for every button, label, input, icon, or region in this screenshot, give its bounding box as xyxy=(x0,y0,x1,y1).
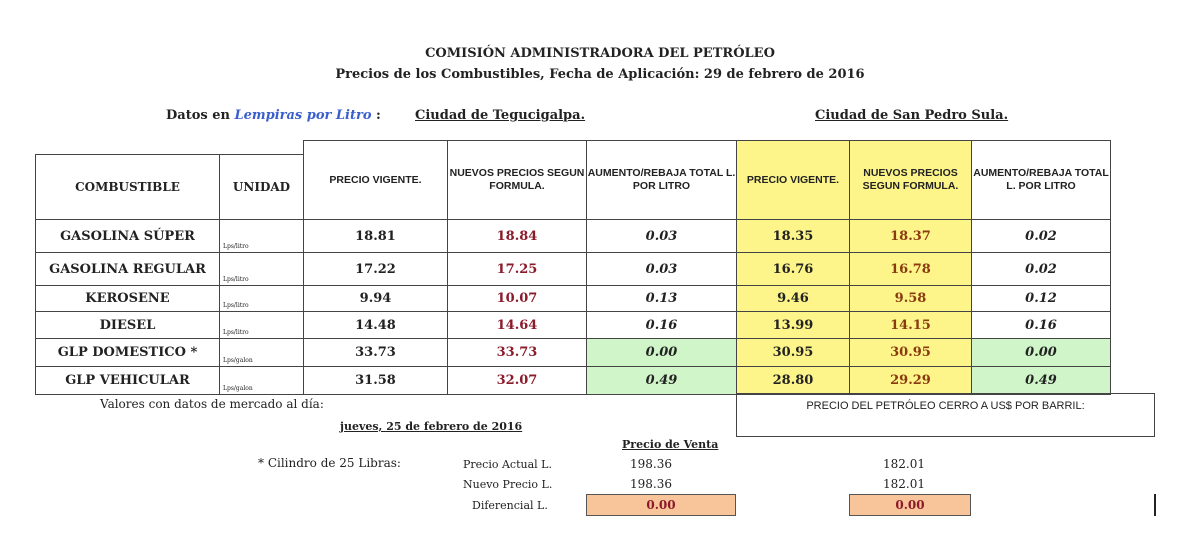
row-tgu-vig xyxy=(303,338,448,367)
valores-label: Valores con datos de mercado al día: xyxy=(100,397,324,411)
row-tgu-diff-text: 0.03 xyxy=(645,261,678,277)
row-name xyxy=(35,219,220,253)
row-unit-text: Lps/galon xyxy=(223,357,253,364)
row-sps-diff xyxy=(971,219,1111,253)
row-tgu-new xyxy=(447,338,587,367)
diferencial-label: Diferencial L. xyxy=(472,499,548,512)
market-date: jueves, 25 de febrero de 2016 xyxy=(340,420,523,433)
row-name-text: KEROSENE xyxy=(85,291,170,306)
row-tgu-vig xyxy=(303,252,448,286)
row-tgu-vig xyxy=(303,285,448,312)
row-tgu-diff xyxy=(586,338,737,367)
column-header-text: UNIDAD xyxy=(232,180,291,194)
row-tgu-vig-text: 14.48 xyxy=(355,317,396,333)
row-unit xyxy=(219,311,304,339)
row-unit-text: Lps/litro xyxy=(223,243,249,250)
column-header-text: PRECIO VIGENTE. xyxy=(329,173,422,186)
row-tgu-vig-text: 9.94 xyxy=(359,291,392,306)
row-tgu-diff-text: 0.49 xyxy=(645,373,678,388)
row-tgu-new-text: 32.07 xyxy=(496,373,538,388)
row-unit-text: Lps/litro xyxy=(223,302,249,309)
petroleum-price-box: PRECIO DEL PETRÓLEO CERRO A US$ POR BARRIL: xyxy=(736,393,1155,437)
row-name xyxy=(35,366,220,395)
row-sps-new-text: 16.78 xyxy=(890,261,931,277)
row-sps-diff-text: 0.49 xyxy=(1025,373,1057,388)
row-sps-vig-text: 30.95 xyxy=(772,345,814,360)
row-sps-new xyxy=(849,338,972,367)
row-tgu-diff xyxy=(586,219,737,253)
row-tgu-vig xyxy=(303,311,448,339)
tgu-diferencial: 0.00 xyxy=(586,494,736,516)
column-header xyxy=(971,140,1111,220)
row-tgu-diff xyxy=(586,285,737,312)
row-sps-diff-text: 0.12 xyxy=(1025,291,1057,306)
row-unit xyxy=(219,338,304,367)
row-tgu-diff-text: 0.13 xyxy=(645,291,678,306)
row-sps-diff-text: 0.00 xyxy=(1025,345,1057,360)
row-sps-new-text: 29.29 xyxy=(890,373,931,388)
row-unit xyxy=(219,285,304,312)
row-tgu-vig-text: 17.22 xyxy=(355,261,396,277)
row-tgu-diff xyxy=(586,252,737,286)
row-tgu-diff-text: 0.03 xyxy=(645,228,678,244)
city-tegucigalpa: Ciudad de Tegucigalpa. xyxy=(415,108,586,123)
nuevo-precio-label: Nuevo Precio L. xyxy=(463,478,553,491)
row-tgu-diff xyxy=(586,366,737,395)
row-tgu-new-text: 33.73 xyxy=(496,345,538,360)
row-sps-vig-text: 18.35 xyxy=(772,228,814,244)
row-tgu-diff xyxy=(586,311,737,339)
row-sps-diff xyxy=(971,285,1111,312)
row-sps-new-text: 18.37 xyxy=(890,228,931,244)
row-name xyxy=(35,311,220,339)
column-header-text: PRECIO VIGENTE. xyxy=(746,173,840,186)
tgu-nuevo-precio: 198.36 xyxy=(630,477,672,491)
row-sps-new xyxy=(849,366,972,395)
row-name xyxy=(35,252,220,286)
precio-venta-label: Precio de Venta xyxy=(622,438,719,451)
row-tgu-new-text: 17.25 xyxy=(496,261,538,277)
tgu-precio-actual: 198.36 xyxy=(630,457,672,471)
datos-prefix: Datos en xyxy=(166,108,235,123)
column-header-text: AUMENTO/REBAJA TOTAL L. POR LITRO xyxy=(973,167,1109,192)
row-name xyxy=(35,285,220,312)
row-tgu-vig-text: 31.58 xyxy=(355,373,396,388)
row-sps-vig-text: 9.46 xyxy=(777,291,809,306)
row-sps-diff-text: 0.02 xyxy=(1025,228,1057,244)
row-sps-diff-text: 0.16 xyxy=(1025,317,1057,333)
row-sps-new xyxy=(849,252,972,286)
row-unit-text: Lps/litro xyxy=(223,276,249,283)
row-sps-vig xyxy=(736,252,850,286)
row-tgu-new xyxy=(447,285,587,312)
row-name-text: GLP VEHICULAR xyxy=(65,373,190,388)
row-tgu-new-text: 18.84 xyxy=(496,228,538,244)
row-name-text: GASOLINA SÚPER xyxy=(60,228,195,244)
column-header xyxy=(849,140,972,220)
row-sps-diff xyxy=(971,338,1111,367)
sps-diferencial: 0.00 xyxy=(849,494,971,516)
row-sps-new-text: 9.58 xyxy=(894,291,927,306)
column-header xyxy=(35,154,220,220)
row-unit xyxy=(219,252,304,286)
row-name-text: DIESEL xyxy=(99,317,156,333)
row-sps-new xyxy=(849,311,972,339)
row-sps-new-text: 14.15 xyxy=(890,317,931,333)
document-title: COMISIÓN ADMINISTRADORA DEL PETRÓLEO xyxy=(425,46,775,61)
city-san-pedro-sula: Ciudad de San Pedro Sula. xyxy=(815,108,1009,123)
row-sps-new-text: 30.95 xyxy=(890,345,931,360)
row-tgu-vig-text: 33.73 xyxy=(355,345,396,360)
row-sps-vig xyxy=(736,219,850,253)
row-sps-diff-text: 0.02 xyxy=(1025,261,1057,277)
precio-actual-label: Precio Actual L. xyxy=(463,458,552,471)
row-name-text: GLP DOMESTICO * xyxy=(57,345,198,360)
row-name-text: GASOLINA REGULAR xyxy=(49,261,206,277)
column-header-text: NUEVOS PRECIOS SEGUN FORMULA. xyxy=(862,167,959,192)
column-header xyxy=(736,140,850,220)
row-tgu-new-text: 10.07 xyxy=(496,291,538,306)
row-sps-new xyxy=(849,219,972,253)
row-tgu-diff-text: 0.00 xyxy=(645,345,678,360)
row-unit xyxy=(219,366,304,395)
row-tgu-new xyxy=(447,311,587,339)
sps-precio-actual: 182.01 xyxy=(883,457,925,471)
column-header xyxy=(219,154,304,220)
column-header xyxy=(303,140,448,220)
row-sps-new xyxy=(849,285,972,312)
sps-nuevo-precio: 182.01 xyxy=(883,477,925,491)
row-tgu-vig xyxy=(303,219,448,253)
row-tgu-vig-text: 18.81 xyxy=(355,228,396,244)
column-header-text: COMBUSTIBLE xyxy=(75,180,180,194)
row-tgu-new xyxy=(447,219,587,253)
row-sps-diff xyxy=(971,366,1111,395)
row-sps-vig xyxy=(736,338,850,367)
row-name xyxy=(35,338,220,367)
row-sps-diff xyxy=(971,252,1111,286)
row-unit-text: Lps/litro xyxy=(223,329,249,336)
datos-unit: Lempiras por Litro xyxy=(234,108,372,123)
column-header-text: NUEVOS PRECIOS SEGUN FORMULA. xyxy=(449,167,585,192)
row-tgu-new xyxy=(447,252,587,286)
row-sps-vig-text: 16.76 xyxy=(772,261,814,277)
row-tgu-new xyxy=(447,366,587,395)
datos-colon: : xyxy=(371,108,381,123)
row-unit xyxy=(219,219,304,253)
row-sps-vig xyxy=(736,285,850,312)
row-sps-vig xyxy=(736,311,850,339)
row-sps-diff xyxy=(971,311,1111,339)
row-tgu-vig xyxy=(303,366,448,395)
column-header xyxy=(447,140,587,220)
row-sps-vig xyxy=(736,366,850,395)
row-sps-vig-text: 28.80 xyxy=(772,373,814,388)
cilindro-label: * Cilindro de 25 Libras: xyxy=(258,456,401,470)
row-tgu-new-text: 14.64 xyxy=(496,317,538,333)
row-sps-vig-text: 13.99 xyxy=(772,317,814,333)
column-header xyxy=(586,140,737,220)
document-subtitle: Precios de los Combustibles, Fecha de Aplicación: 29 de febrero de 2016 xyxy=(335,67,865,82)
column-header-text: AUMENTO/REBAJA TOTAL L. POR LITRO xyxy=(587,167,736,192)
row-unit-text: Lps/galon xyxy=(223,385,253,392)
row-tgu-diff-text: 0.16 xyxy=(645,317,678,333)
datos-label xyxy=(166,108,381,123)
cell-cursor xyxy=(1154,494,1156,516)
